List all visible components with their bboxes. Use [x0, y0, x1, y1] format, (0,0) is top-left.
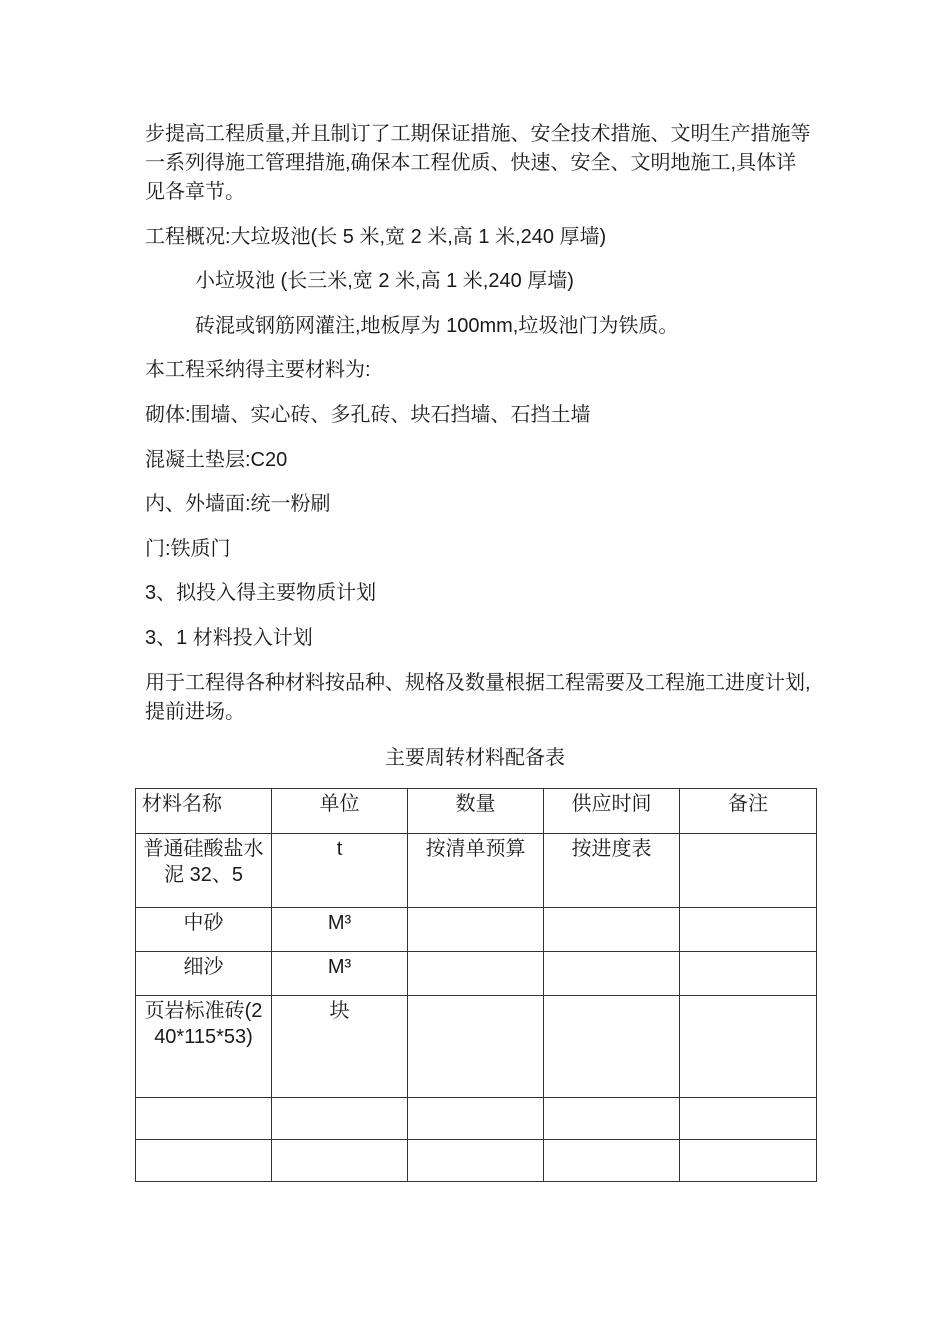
project-overview: 工程概况:大垃圾池(长 5 米,宽 2 米,高 1 米,240 厚墙) [145, 226, 607, 248]
header-supply-time: 供应时间 [544, 789, 680, 834]
table-cell [408, 996, 544, 1098]
table-row [136, 834, 817, 908]
door-line: 门:铁质门 [145, 538, 231, 560]
table-caption: 主要周转材料配备表 [385, 747, 565, 769]
table-cell [680, 1098, 817, 1140]
table-cell: 中砂 [136, 908, 272, 952]
table-cell [680, 952, 817, 996]
table-cell [408, 1140, 544, 1182]
table-row [136, 1140, 817, 1182]
table-cell [544, 952, 680, 996]
table-row [136, 908, 817, 952]
table-row [136, 952, 817, 996]
table-cell: 块 [272, 996, 408, 1098]
header-remarks: 备注 [680, 789, 817, 834]
header-material-name: 材料名称 [136, 789, 272, 834]
table-header-row [136, 789, 817, 834]
table-row [136, 1098, 817, 1140]
table-cell: 页岩标准砖(240*115*53) [136, 996, 272, 1098]
usage-paragraph: 用于工程得各种材料按品种、规格及数量根据工程需要及工程施工进度计划,提前进场。 [145, 672, 811, 723]
table-cell: M³ [272, 908, 408, 952]
table-cell [544, 1098, 680, 1140]
table-cell: 细沙 [136, 952, 272, 996]
table-cell: M³ [272, 952, 408, 996]
concrete-line: 混凝土垫层:C20 [145, 449, 288, 471]
walls-line: 内、外墙面:统一粉刷 [145, 493, 331, 515]
table-cell: 按清单预算 [408, 834, 544, 908]
table-cell: 按进度表 [544, 834, 680, 908]
table-cell [680, 1140, 817, 1182]
table-cell [272, 1098, 408, 1140]
table-cell [680, 996, 817, 1098]
masonry-line: 砌体:围墙、实心砖、多孔砖、块石挡墙、石挡土墙 [145, 404, 591, 426]
table-cell: 普通硅酸盐水泥 32、5 [136, 834, 272, 908]
materials-table [135, 788, 817, 1182]
table-cell [544, 996, 680, 1098]
table-row [136, 996, 817, 1098]
table-cell [272, 1140, 408, 1182]
table-cell [544, 1140, 680, 1182]
table-cell [136, 1098, 272, 1140]
table-cell: t [272, 834, 408, 908]
table-cell [408, 1098, 544, 1140]
header-quantity: 数量 [408, 789, 544, 834]
header-unit: 单位 [272, 789, 408, 834]
floor-spec: 砖混或钢筋网灌注,地板厚为 100mm,垃圾池门为铁质。 [195, 315, 679, 337]
table-cell [544, 908, 680, 952]
table-cell [680, 908, 817, 952]
table-cell [680, 834, 817, 908]
table-cell [408, 908, 544, 952]
intro-paragraph: 步提高工程质量,并且制订了工期保证措施、安全技术措施、文明生产措施等一系列得施工管理措施,确保本工程优质、快速、安全、文明地施工,具体详见各章节。 [145, 123, 811, 203]
small-pool-spec: 小垃圾池 (长三米,宽 2 米,高 1 米,240 厚墙) [195, 270, 574, 292]
section-heading-3-1: 3、1 材料投入计划 [145, 627, 313, 649]
table-cell [136, 1140, 272, 1182]
section-heading-3: 3、拟投入得主要物质计划 [145, 582, 377, 604]
table-cell [408, 952, 544, 996]
materials-intro: 本工程采纳得主要材料为: [145, 359, 371, 381]
